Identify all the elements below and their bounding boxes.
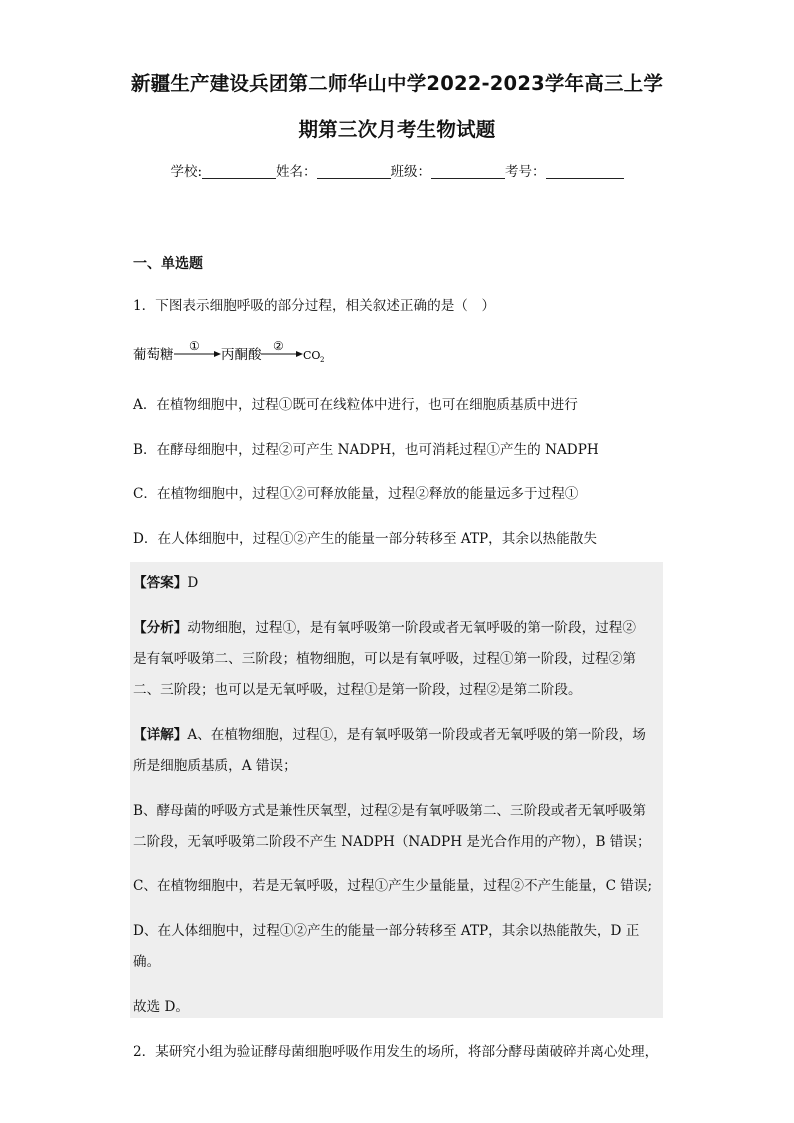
arrow-1-head	[214, 351, 221, 357]
section-heading: 一、单选题	[133, 256, 203, 272]
detail-line-1	[133, 723, 646, 743]
class-blank[interactable]	[431, 164, 505, 179]
pyruvate-label: 丙酮酸	[221, 347, 262, 363]
analysis-line-3: 二、三阶段；也可以是无氧呼吸，过程①是第一阶段，过程②是第二阶段。	[133, 682, 582, 698]
co2-subscript: 2	[320, 356, 325, 364]
school-blank[interactable]	[202, 164, 276, 179]
question-1-stem: 1．下图表示细胞呼吸的部分过程，相关叙述正确的是（ ）	[133, 298, 496, 314]
analysis-tag: 【分析】	[133, 620, 188, 636]
class-label: 班级：	[390, 164, 432, 180]
answer-value: D	[187, 575, 199, 591]
answer-line	[133, 571, 198, 591]
analysis-line-1	[133, 616, 636, 636]
detail-line-4: 二阶段，无氧呼吸第二阶段不产生 NADPH（NADPH 是光合作用的产物），B 错误；	[133, 834, 651, 850]
detail-line-6: D、在人体细胞中，过程①②产生的能量一部分转移至 ATP，其余以热能散失，D 正	[133, 923, 640, 939]
detail-line-5: C、在植物细胞中，若是无氧呼吸，过程①产生少量能量，过程②不产生能量，C 错误;	[133, 878, 653, 894]
option-c: C．在植物细胞中，过程①②可释放能量，过程②释放的能量远多于过程①	[133, 486, 579, 502]
respiration-process-diagram	[133, 337, 353, 371]
option-a: A．在植物细胞中，过程①既可在线粒体中进行，也可在细胞质基质中进行	[133, 397, 578, 413]
name-label: 姓名：	[276, 164, 317, 180]
name-blank[interactable]	[317, 164, 391, 179]
doc-title-line1: 新疆生产建设兵团第二师华山中学2022-2023学年高三上学	[130, 72, 664, 95]
detail-line-3: B、酵母菌的呼吸方式是兼性厌氧型，过程②是有氧呼吸第二、三阶段或者无氧呼吸第	[133, 803, 646, 819]
analysis-text-1: 动物细胞，过程①，是有氧呼吸第一阶段或者无氧呼吸的第一阶段，过程②	[187, 620, 636, 636]
detail-line-2: 所是细胞质基质，A 错误；	[133, 758, 297, 774]
conclusion-line: 故选 D。	[133, 999, 190, 1015]
student-info-row	[0, 160, 794, 180]
school-label: 学校:	[170, 164, 203, 180]
option-b: B．在酵母细胞中，过程②可产生 NADPH，也可消耗过程①产生的 NADPH	[133, 442, 599, 458]
step-2-label: ②	[273, 339, 284, 353]
step-1-label: ①	[189, 339, 200, 353]
option-d: D．在人体细胞中，过程①②产生的能量一部分转移至 ATP，其余以热能散失	[133, 531, 597, 547]
doc-title-line2: 期第三次月考生物试题	[298, 118, 496, 141]
analysis-line-2: 是有氧呼吸第二、三阶段；植物细胞，可以是有氧呼吸，过程①第一阶段，过程②第	[133, 651, 636, 667]
answer-tag: 【答案】	[133, 575, 188, 591]
co2-label: CO	[303, 349, 321, 362]
exam-no-blank[interactable]	[546, 164, 624, 179]
glucose-label: 葡萄糖	[133, 347, 174, 363]
detail-text-1: A、在植物细胞，过程①，是有氧呼吸第一阶段或者无氧呼吸的第一阶段，场	[187, 727, 646, 743]
question-2-stem: 2．某研究小组为验证酵母菌细胞呼吸作用发生的场所，将部分酵母菌破碎并离心处理，	[133, 1044, 659, 1060]
detail-line-7: 确。	[133, 954, 161, 970]
detail-tag: 【详解】	[133, 727, 188, 743]
exam-no-label: 考号：	[505, 164, 546, 180]
arrow-2-head	[296, 351, 303, 357]
